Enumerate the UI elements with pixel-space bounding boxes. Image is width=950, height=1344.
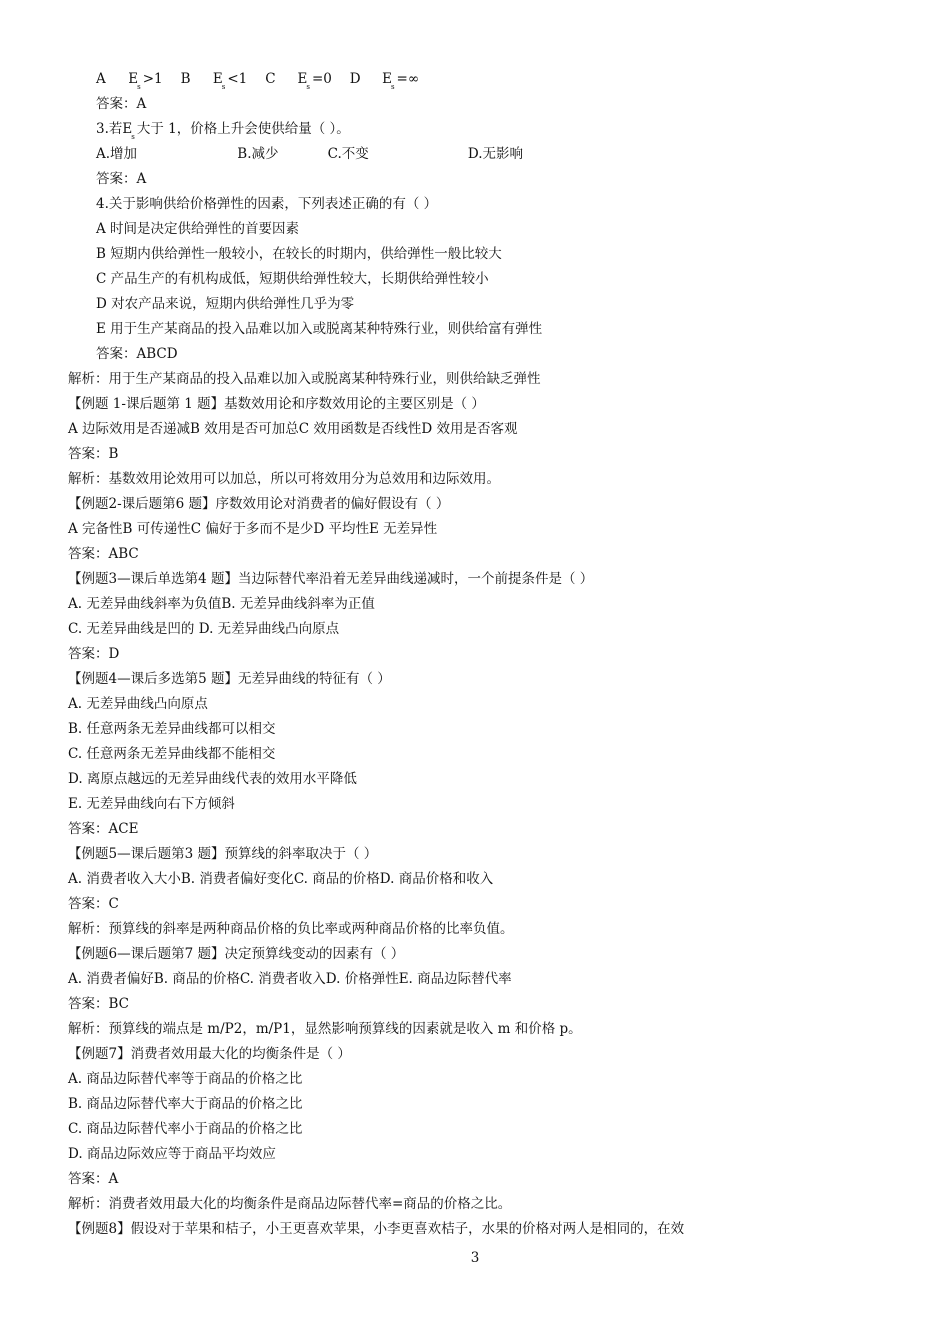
example-4-option-e: E. 无差异曲线向右下方倾斜 [68, 796, 235, 812]
option-a: A [96, 71, 106, 87]
option-c-expr: Es =0 [297, 71, 332, 91]
example-4-option-d: D. 离原点越远的无差异曲线代表的效用水平降低 [68, 771, 357, 787]
q4-option-a: A 时间是决定供给弹性的首要因素 [96, 221, 300, 237]
q4-option-e: E 用于生产某商品的投入品难以加入或脱离某种特殊行业，则供给富有弹性 [96, 321, 543, 337]
option-d: D [349, 71, 361, 87]
example-4-option-c: C. 任意两条无差异曲线都不能相交 [68, 746, 276, 762]
example-4-option-a: A. 无差异曲线凸向原点 [68, 696, 208, 712]
example-1-title: 【例题 1-课后题第 1 题】基数效用论和序数效用论的主要区别是（ ） [68, 396, 485, 412]
answer-q3: 答案：A [96, 171, 147, 187]
example-6-answer: 答案：BC [68, 996, 130, 1012]
example-4-answer: 答案：ACE [68, 821, 139, 837]
page-number: 3 [470, 1250, 480, 1266]
example-2-answer: 答案：ABC [68, 546, 139, 562]
example-1-explanation: 解析：基数效用论效用可以加总，所以可将效用分为总效用和边际效用。 [68, 471, 500, 487]
question-3: 3.若$E_s$ 大于 1，价格上升会使供给量（ ）。 [96, 121, 350, 141]
answer-q4: 答案：ABCD [96, 346, 178, 362]
example-7-option-b: B. 商品边际替代率大于商品的价格之比 [68, 1096, 303, 1112]
q4-option-c: C 产品生产的有机构成低，短期供给弹性较大，长期供给弹性较小 [96, 271, 489, 287]
q3-option-c: C.不变 [327, 146, 369, 162]
option-c: C [265, 71, 276, 87]
example-2-title: 【例题2-课后题第6 题】序数效用论对消费者的偏好假设有（ ） [68, 496, 450, 512]
q4-option-d: D 对农产品来说，短期内供给弹性几乎为零 [96, 296, 355, 312]
example-6-explanation: 解析：预算线的端点是 m/P2，m/P1，显然影响预算线的因素就是收入 m 和价格 p。 [68, 1021, 582, 1037]
example-3-answer: 答案：D [68, 646, 120, 662]
example-7-explanation: 解析：消费者效用最大化的均衡条件是商品边际替代率=商品的价格之比。 [68, 1196, 512, 1212]
option-b-expr: Es <1 [212, 71, 248, 91]
explanation-q4: 解析：用于生产某商品的投入品难以加入或脱离某种特殊行业，则供给缺乏弹性 [68, 371, 541, 387]
answer-q2: 答案：A [96, 96, 147, 112]
example-7-option-c: C. 商品边际替代率小于商品的价格之比 [68, 1121, 303, 1137]
q3-option-a: A.增加 [96, 146, 138, 162]
question-3-options [96, 145, 523, 163]
option-b: B [180, 71, 191, 87]
example-6-title: 【例题6—课后题第7 题】决定预算线变动的因素有（ ） [68, 946, 405, 962]
option-d-expr: Es =∞ [382, 71, 420, 91]
example-5-options: A. 消费者收入大小B. 消费者偏好变化C. 商品的价格D. 商品价格和收入 [68, 871, 494, 887]
example-7-answer: 答案：A [68, 1171, 119, 1187]
options-row-elasticity [96, 70, 430, 90]
example-5-explanation: 解析：预算线的斜率是两种商品价格的负比率或两种商品价格的比率负值。 [68, 921, 514, 937]
q3-option-b: B.减少 [237, 146, 279, 162]
example-3-title: 【例题3—课后单选第4 题】当边际替代率沿着无差异曲线递减时，一个前提条件是（ ） [68, 571, 594, 587]
q4-option-b: B 短期内供给弹性一般较小，在较长的时期内，供给弹性一般比较大 [96, 246, 502, 262]
example-6-options: A. 消费者偏好B. 商品的价格C. 消费者收入D. 价格弹性E. 商品边际替代率 [68, 971, 512, 987]
example-4-option-b: B. 任意两条无差异曲线都可以相交 [68, 721, 276, 737]
example-3-options-cd: C. 无差异曲线是凹的 D. 无差异曲线凸向原点 [68, 621, 340, 637]
example-2-options: A 完备性B 可传递性C 偏好于多而不是少D 平均性E 无差异性 [68, 521, 438, 537]
example-4-title: 【例题4—课后多选第5 题】无差异曲线的特征有（ ） [68, 671, 391, 687]
question-4: 4.关于影响供给价格弹性的因素，下列表述正确的有（ ） [96, 196, 438, 212]
example-3-options-ab: A. 无差异曲线斜率为负值B. 无差异曲线斜率为正值 [68, 596, 375, 612]
example-1-options: A 边际效用是否递减B 效用是否可加总C 效用函数是否线性D 效用是否客观 [68, 421, 518, 437]
example-5-title: 【例题5—课后题第3 题】预算线的斜率取决于（ ） [68, 846, 378, 862]
q3-option-d: D.无影响 [467, 146, 524, 162]
example-7-option-a: A. 商品边际替代率等于商品的价格之比 [68, 1071, 303, 1087]
example-7-title: 【例题7】消费者效用最大化的均衡条件是（ ） [68, 1046, 351, 1062]
example-7-option-d: D. 商品边际效应等于商品平均效应 [68, 1146, 276, 1162]
example-5-answer: 答案：C [68, 896, 119, 912]
example-1-answer: 答案：B [68, 446, 119, 462]
example-8-title: 【例题8】假设对于苹果和桔子，小王更喜欢苹果，小李更喜欢桔子，水果的价格对两人是相同的，在效 [68, 1221, 685, 1237]
option-a-expr: Es >1 [128, 71, 163, 91]
